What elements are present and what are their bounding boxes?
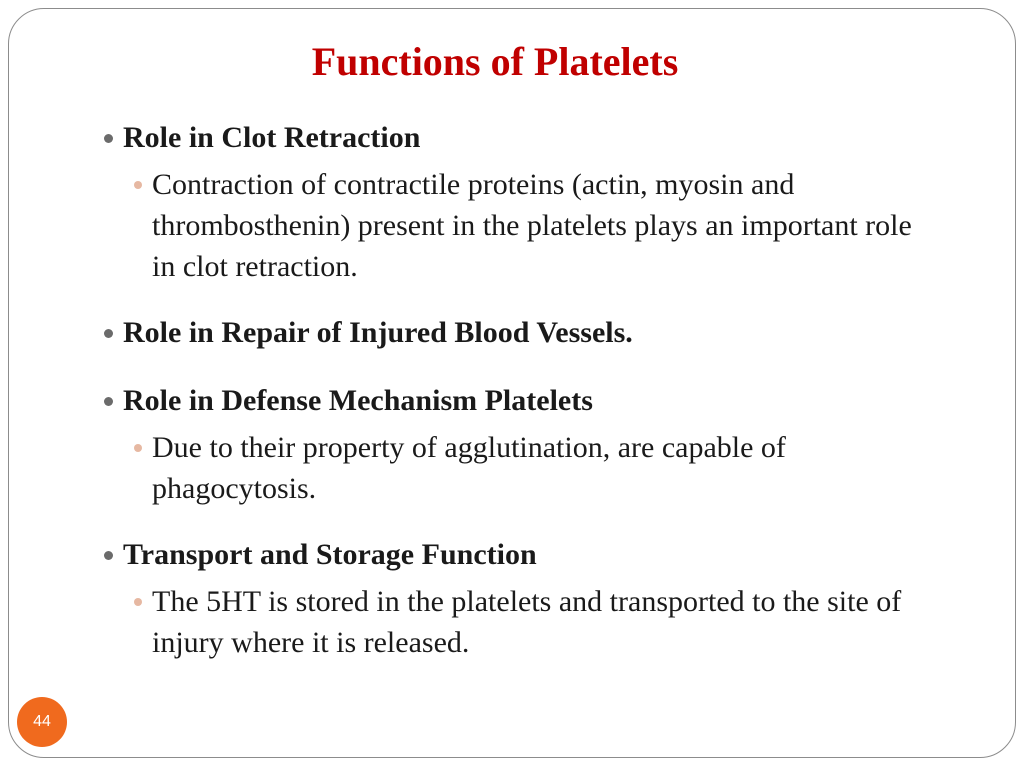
bullet-item	[104, 313, 934, 353]
section-heading: Transport and Storage Function	[123, 538, 537, 571]
section-transport-storage	[104, 535, 934, 663]
sub-bullet-icon	[134, 444, 142, 452]
bullet-icon	[104, 134, 113, 143]
section-heading: Role in Defense Mechanism Platelets	[123, 384, 593, 417]
sub-bullet-text: Due to their property of agglutination, are capable of phagocytosis.	[152, 431, 786, 505]
bullet-icon	[104, 397, 113, 406]
sub-bullet-item	[134, 427, 934, 509]
section-defense-mechanism	[104, 381, 934, 509]
bullet-icon	[104, 329, 113, 338]
section-heading: Role in Repair of Injured Blood Vessels.	[123, 316, 633, 349]
sub-bullet-item	[134, 164, 934, 287]
bullet-item	[104, 535, 934, 575]
slide-content	[104, 118, 934, 663]
bullet-item	[104, 118, 934, 158]
bullet-icon	[104, 551, 113, 560]
sub-bullet-text: Contraction of contractile proteins (actin, myosin and thrombosthenin) present in the platelets plays an important role in clot retraction.	[152, 168, 912, 283]
section-clot-retraction	[104, 118, 934, 287]
sub-bullet-icon	[134, 181, 142, 189]
sub-bullet-item	[134, 581, 934, 663]
sub-bullet-text: The 5HT is stored in the platelets and transported to the site of injury where it is released.	[152, 585, 902, 659]
bullet-item	[104, 381, 934, 421]
slide-title: Functions of Platelets	[311, 39, 679, 84]
sub-bullet-icon	[134, 598, 142, 606]
page-number-badge: 44	[17, 697, 67, 747]
section-repair-vessels	[104, 313, 934, 353]
section-heading: Role in Clot Retraction	[123, 121, 421, 154]
